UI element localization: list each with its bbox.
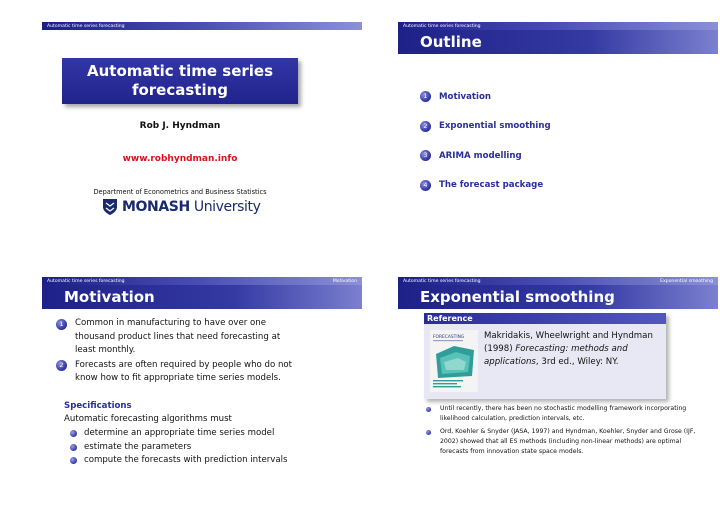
list-item bbox=[56, 317, 302, 358]
slide-header bbox=[398, 22, 718, 30]
number-ball: 1 bbox=[56, 319, 67, 330]
specifications-intro: Automatic forecasting algorithms must bbox=[64, 414, 232, 424]
header-left-text: Automatic time series forecasting bbox=[403, 278, 481, 284]
outline-list bbox=[420, 82, 551, 200]
bullet-icon bbox=[426, 430, 431, 435]
list-item-text: Common in manufacturing to have over one thousand product lines that need forecasting at least monthly. bbox=[75, 318, 281, 355]
number-ball: 4 bbox=[420, 180, 431, 191]
outline-item[interactable] bbox=[420, 82, 551, 112]
list-item-text: Ord, Koehler & Snyder (JASA, 1997) and Hyndman, Koehler, Snyder and Grose (IJF, 2002) showed that all ES methods (including non-linear methods) are optimal forecasts from innovation state space models. bbox=[440, 428, 696, 455]
slide-motivation bbox=[42, 277, 362, 502]
reference-publisher: , 3rd ed., Wiley: NY. bbox=[535, 357, 619, 367]
book-cover-icon bbox=[430, 330, 478, 392]
specifications-list bbox=[70, 427, 288, 468]
title-line-1: Automatic time series bbox=[86, 62, 274, 80]
reference-heading: Reference bbox=[424, 313, 666, 324]
list-item bbox=[70, 427, 288, 441]
list-item bbox=[70, 454, 288, 468]
outline-item-label: ARIMA modelling bbox=[439, 150, 522, 161]
author-name: Rob J. Hyndman bbox=[139, 121, 221, 131]
list-item bbox=[70, 441, 288, 455]
smoothing-list bbox=[426, 404, 696, 460]
slide-exponential-smoothing bbox=[398, 277, 718, 502]
header-right-text: Exponential smoothing bbox=[660, 278, 713, 284]
slide-header bbox=[42, 22, 362, 30]
list-item-text: Forecasts are often required by people who do not know how to fit appropriate time series models. bbox=[75, 359, 293, 383]
motivation-list bbox=[56, 317, 302, 387]
slide-header bbox=[398, 277, 718, 285]
outline-item[interactable] bbox=[420, 171, 551, 201]
outline-item-label: Motivation bbox=[439, 91, 491, 102]
outline-item-label: Exponential smoothing bbox=[439, 121, 551, 132]
list-item-text: compute the forecasts with prediction intervals bbox=[84, 455, 288, 465]
list-item-text: Until recently, there has been no stochastic modelling framework incorporating likelihood calculation, prediction intervals, etc. bbox=[440, 405, 687, 422]
number-ball: 2 bbox=[420, 121, 431, 132]
presentation-title bbox=[62, 58, 298, 104]
department-name: Department of Econometrics and Business Statistics bbox=[93, 188, 267, 196]
bullet-icon bbox=[426, 407, 431, 412]
list-item bbox=[426, 427, 696, 457]
list-item-text: determine an appropriate time series model bbox=[84, 428, 275, 438]
monash-logo bbox=[102, 198, 260, 216]
list-item-text: estimate the parameters bbox=[84, 441, 192, 452]
frame-title: Motivation bbox=[42, 285, 362, 309]
number-ball: 2 bbox=[56, 360, 67, 371]
specifications-heading: Specifications bbox=[64, 401, 132, 411]
list-item bbox=[56, 359, 302, 386]
bullet-icon bbox=[70, 457, 77, 464]
frame-title: Outline bbox=[398, 30, 718, 54]
title-line-2: forecasting bbox=[131, 81, 229, 99]
monash-logo-text bbox=[122, 199, 260, 215]
number-ball: 1 bbox=[420, 91, 431, 102]
slide-outline bbox=[398, 22, 718, 247]
header-right-text: Motivation bbox=[332, 278, 357, 284]
slide-title bbox=[42, 22, 362, 247]
header-left-text: Automatic time series forecasting bbox=[47, 23, 125, 29]
logo-bold-text: MONASH bbox=[122, 199, 190, 215]
outline-item-label: The forecast package bbox=[439, 180, 544, 191]
bullet-icon bbox=[70, 430, 77, 437]
reference-text bbox=[484, 330, 660, 369]
logo-light-text: University bbox=[189, 199, 261, 215]
frame-title: Exponential smoothing bbox=[398, 285, 718, 309]
monash-crest-icon bbox=[102, 198, 118, 216]
author-url: www.robhyndman.info bbox=[122, 154, 238, 164]
reference-book-title: Forecasting: methods and applications bbox=[484, 344, 628, 367]
slide-header bbox=[42, 277, 362, 285]
header-left-text: Automatic time series forecasting bbox=[403, 23, 481, 29]
header-left-text: Automatic time series forecasting bbox=[47, 278, 125, 284]
list-item bbox=[426, 404, 696, 424]
book-cover-title: FORECASTING bbox=[433, 335, 465, 340]
number-ball: 3 bbox=[420, 150, 431, 161]
outline-item[interactable] bbox=[420, 141, 551, 171]
bullet-icon bbox=[70, 444, 77, 451]
reference-block bbox=[424, 313, 666, 399]
reference-authors: Makridakis, Wheelwright and Hyndman (1998) bbox=[484, 331, 653, 354]
outline-item[interactable] bbox=[420, 112, 551, 142]
